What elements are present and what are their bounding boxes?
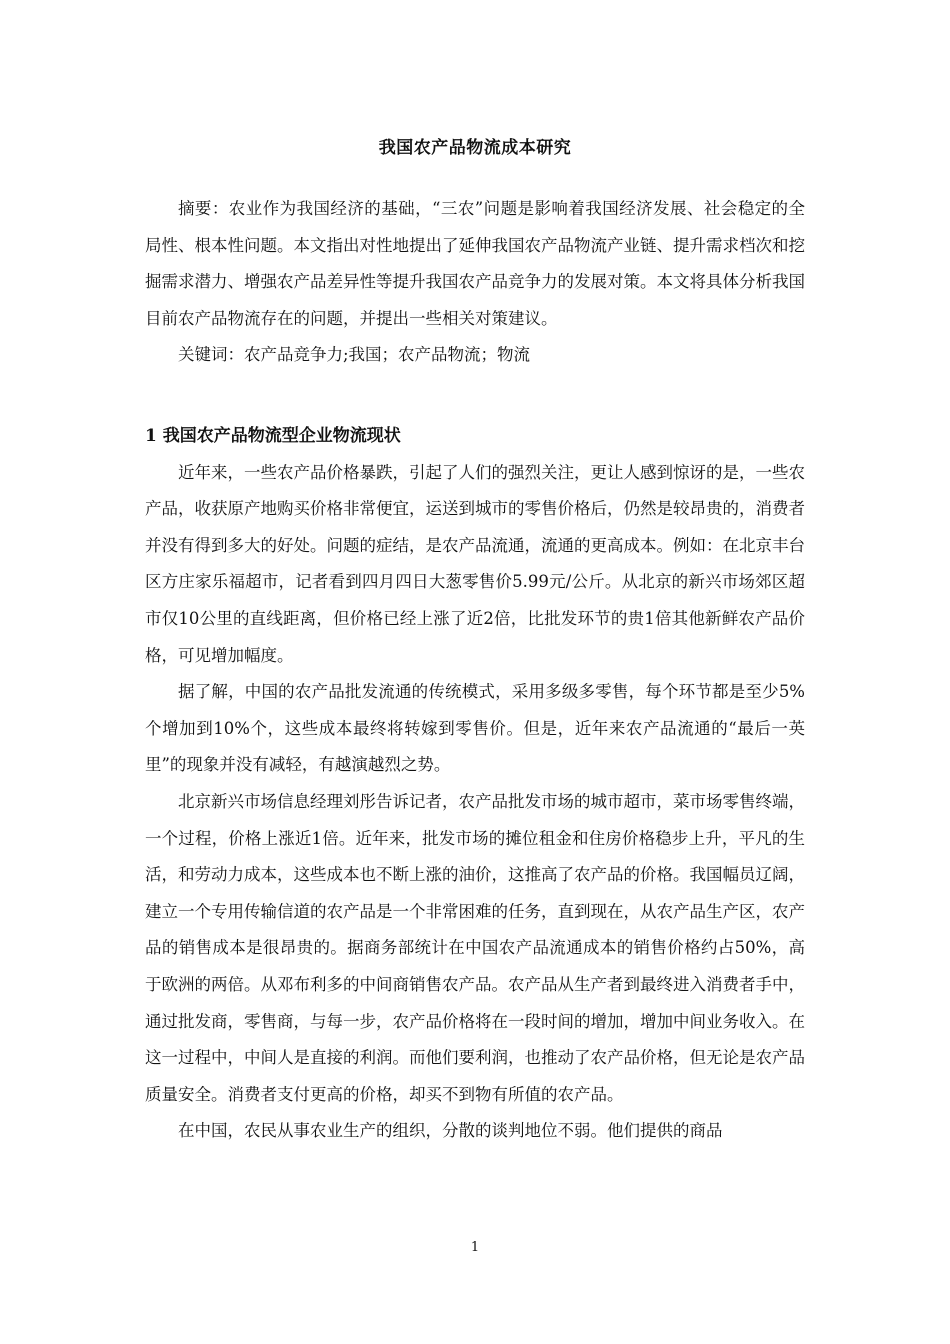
abstract-paragraph: 摘要：农业作为我国经济的基础，“三农”问题是影响着我国经济发展、社会稳定的全局性、根本性问题。本文指出对性地提出了延伸我国农产品物流产业链、提升需求档次和挖掘需求潜力、增强农产品差异性等提升我国农产品竞争力的发展对策。本文将具体分析我国目前农产品物流存在的问题，并提出一些相关对策建议。 (145, 199, 805, 328)
abstract-section (145, 191, 805, 374)
body-paragraph: 近年来，一些农产品价格暴跌，引起了人们的强烈关注，更让人感到惊讶的是，一些农产品，收获原产地购买价格非常便宜，运送到城市的零售价格后，仍然是较昂贵的，消费者并没有得到多大的好处。问题的症结，是农产品流通，流通的更高成本。例如：在北京丰台区方庄家乐福超市，记者看到四月四日大葱零售价5.99元/公斤。从北京的新兴市场郊区超市仅10公里的直线距离，但价格已经上涨了近2倍，比批发环节的贵1倍其他新鲜农产品价格，可见增加幅度。 (145, 462, 805, 665)
body-paragraph: 据了解，中国的农产品批发流通的传统模式，采用多级多零售，每个环节都是至少5%个增加到10%个，这些成本最终将转嫁到零售价。但是，近年来农产品流通的“最后一英里”的现象并没有减轻，有越演越烈之势。 (145, 682, 805, 775)
document-title: 我国农产品物流成本研究 (378, 138, 572, 158)
body-paragraph: 北京新兴市场信息经理刘彤告诉记者，农产品批发市场的城市超市，菜市场零售终端，一个过程，价格上涨近1倍。近年来，批发市场的摊位租金和住房价格稳步上升，平凡的生活，和劳动力成本，这些成本也不断上涨的油价，这推高了农产品的价格。我国幅员辽阔，建立一个专用传输信道的农产品是一个非常困难的任务，直到现在，从农产品生产区，农产品的销售成本是很昂贵的。据商务部统计在中国农产品流通成本的销售价格约占50%，高于欧洲的两倍。从邓布利多的中间商销售农产品。农产品从生产者到最终进入消费者手中，通过批发商，零售商，与每一步，农产品价格将在一段时间的增加，增加中间业务收入。在这一过程中，中间人是直接的利润。而他们要利润，也推动了农产品价格，但无论是农产品质量安全。消费者支付更高的价格，却买不到物有所值的农产品。 (145, 791, 805, 1104)
section-heading: 1 我国农产品物流型企业物流现状 (145, 426, 401, 446)
keywords-paragraph: 关键词：农产品竞争力;我国；农产品物流；物流 (178, 345, 531, 365)
body-paragraph: 在中国，农民从事农业生产的组织，分散的谈判地位不弱。他们提供的商品 (178, 1121, 723, 1141)
page-number: 1 (470, 1240, 480, 1255)
section-1 (145, 418, 805, 1150)
